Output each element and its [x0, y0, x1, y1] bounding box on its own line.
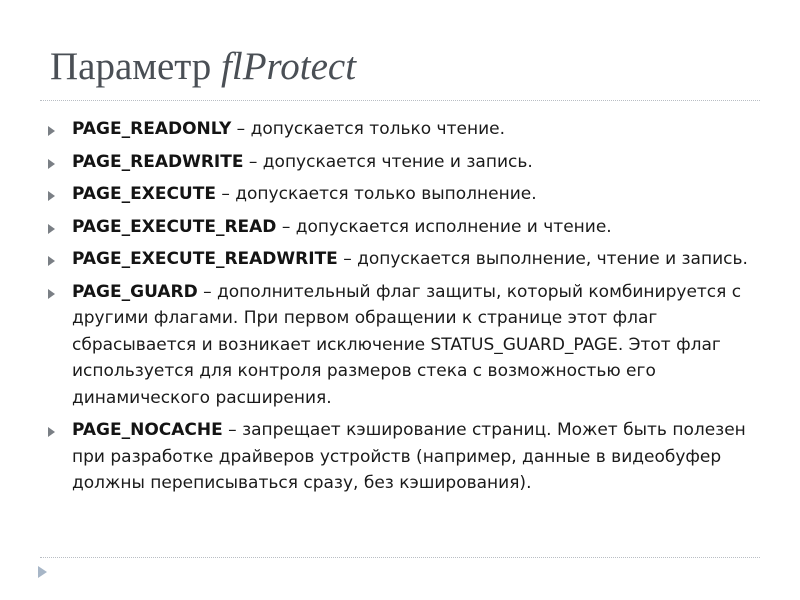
triangle-bullet-icon: [48, 159, 55, 169]
triangle-bullet-icon: [48, 224, 55, 234]
slide-title: [50, 46, 356, 89]
item-text: – допускается только чтение.: [231, 119, 505, 139]
slide-title-regular: Параметр: [50, 45, 222, 88]
item-text: – допускается исполнение и чтение.: [276, 216, 612, 237]
slide-nav-arrow-icon[interactable]: [38, 566, 47, 578]
item-text: – допускается только выполнение.: [215, 184, 537, 204]
list-item: [44, 214, 754, 241]
item-text: – запрещает кэширование страниц. Может быть полезен при разработке драйверов устройств (например, данные в видеобуфер должны переписываться сразу, без кэширования).: [72, 420, 746, 493]
footer-divider: [40, 557, 760, 558]
bullet-list: [44, 116, 754, 503]
triangle-bullet-icon: [48, 191, 55, 201]
list-item: [44, 116, 754, 143]
item-text: – допускается выполнение, чтение и запись.: [337, 249, 748, 269]
item-term: PAGE_EXECUTE_READWRITE: [72, 249, 338, 269]
triangle-bullet-icon: [48, 289, 55, 299]
triangle-bullet-icon: [48, 126, 55, 136]
list-item: [44, 279, 754, 412]
item-term: PAGE_EXECUTE_READ: [72, 216, 277, 237]
list-item: [44, 181, 754, 208]
triangle-bullet-icon: [48, 427, 55, 437]
title-divider: [40, 100, 760, 101]
item-term: PAGE_NOCACHE: [72, 420, 223, 440]
item-term: PAGE_GUARD: [72, 281, 198, 302]
item-term: PAGE_READONLY: [72, 119, 232, 139]
item-text: – допускается чтение и запись.: [243, 151, 533, 172]
slide-title-italic: flProtect: [221, 45, 357, 88]
triangle-bullet-icon: [48, 256, 55, 266]
list-item: [44, 246, 754, 273]
list-item: [44, 417, 754, 497]
item-term: PAGE_READWRITE: [72, 151, 244, 172]
item-text: – дополнительный флаг защиты, который комбинируется с другими флагами. При первом обращении к странице этот флаг сбрасывается и возникает исключение STATUS_GUARD_PAGE. Этот флаг используется для контроля размеров стека с возможностью его динамического расширения.: [72, 281, 742, 408]
item-term: PAGE_EXECUTE: [72, 184, 216, 204]
list-item: [44, 149, 754, 176]
